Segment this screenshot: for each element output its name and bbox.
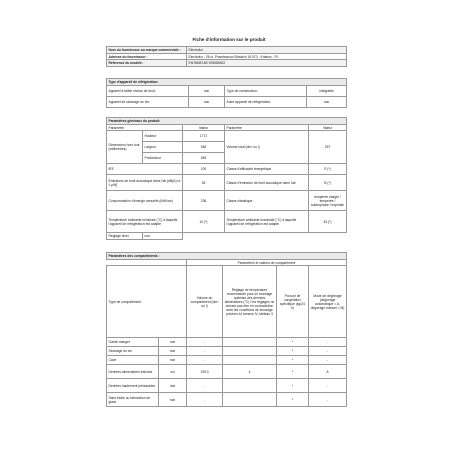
general-parameters-table: [106, 117, 347, 240]
parameter-label: Classe climatique :: [225, 191, 309, 211]
page-title: Fiche d'information sur le produit: [192, 37, 266, 42]
parameter-label: Classe d'émission de bruit acoustique dans l'air: [225, 175, 309, 191]
compartment-type: Denrées hautement périssables: [107, 379, 159, 393]
supplier-name-row: [107, 47, 347, 54]
compartment-defrost: A: [309, 365, 347, 379]
compartment-volume: -: [187, 393, 223, 407]
parameter-label: IEE: [107, 164, 183, 175]
type-label-1: Appareil à faible niveau de bruit:: [107, 85, 189, 96]
compartment-present: oui: [159, 365, 187, 379]
parameter-label: Température ambiante minimale (°C) à laquelle l'appareil de réfrigération est adapté: [107, 211, 183, 233]
type-section-heading-row: [107, 79, 347, 86]
parameter-value: 236: [183, 191, 225, 211]
parameter-value: 100: [183, 164, 225, 175]
supplier-address-row: [107, 53, 347, 60]
compartment-temperature: [223, 393, 277, 407]
parameter-value: 35: [183, 175, 225, 191]
dimension-value: 548: [183, 142, 225, 153]
dimensions-label: Dimensions hors tout (millimètres): [107, 131, 143, 164]
general-column-header-row: [107, 124, 347, 131]
parameter-row: [107, 175, 347, 191]
compartment-temperature: 4: [223, 365, 277, 379]
compartment-defrost: -: [309, 338, 347, 347]
compartments-group-header: Paramètres et valeurs de compartiment: [187, 259, 347, 266]
dimension-label: Profondeur: [143, 153, 183, 164]
model-row: [107, 60, 347, 67]
compartment-row: [107, 379, 347, 393]
model-label: Référence du modèle:: [107, 60, 187, 67]
compartment-temperature: [223, 338, 277, 347]
compartment-row: [107, 393, 347, 407]
supplier-address-value: Electrolux - 26 ul. Powstancow Slaskich 16 570 - Krakow - PL: [187, 53, 347, 60]
parameter-value: 10 (*): [183, 211, 225, 233]
volume-column-header: Volume du compartiment (dm³ ou l): [187, 266, 223, 338]
compartment-present: non: [159, 379, 187, 393]
compartments-column-header-row: [107, 266, 347, 338]
param-column-header: Paramètre: [225, 124, 309, 131]
compartment-parameters-table: [106, 252, 347, 407]
supplier-name-value: Electrolux: [187, 47, 347, 54]
model-value: ENT6ME18S 925585302: [187, 60, 347, 67]
parameter-label: Température ambiante maximale (°C) à laquelle l'appareil de réfrigération est adapté: [225, 211, 309, 233]
type-value-2: non: [307, 96, 347, 107]
compartment-type: Stockage du vin: [107, 347, 159, 356]
winter-setting-label: Réglage hiver: [107, 233, 143, 240]
type-row: [107, 96, 347, 107]
empty-cell: [183, 233, 347, 240]
compartment-type: Sans étoile ou fabrication de glace: [107, 393, 159, 407]
volume-label: Volume total (dm³ ou l): [225, 131, 309, 164]
dimension-value: 1772: [183, 131, 225, 142]
compartment-volume: -: [187, 338, 223, 347]
compartment-freezing: *: [277, 356, 309, 365]
supplier-address-label: Adresse du fournisseur :: [107, 53, 187, 60]
type-row: [107, 85, 347, 96]
type-label-2: Type de construction:: [225, 85, 307, 96]
compartment-defrost: -: [309, 393, 347, 407]
dimension-value: 549: [183, 153, 225, 164]
compartments-heading-row: [107, 253, 347, 260]
winter-setting-row: [107, 233, 347, 240]
parameter-value: E (*): [309, 164, 347, 175]
compartment-row: [107, 347, 347, 356]
parameter-row: [107, 191, 347, 211]
compartment-temperature: [223, 347, 277, 356]
compartment-temperature: [223, 379, 277, 393]
parameter-value: B (*): [309, 175, 347, 191]
compartment-row: [107, 365, 347, 379]
compartment-row: [107, 356, 347, 365]
winter-setting-value: non: [143, 233, 183, 240]
compartment-temperature: [223, 356, 277, 365]
compartment-freezing: *: [277, 379, 309, 393]
compartment-defrost: -: [309, 379, 347, 393]
type-value-1: non: [189, 96, 225, 107]
compartments-heading: Paramètres des compartiments :: [107, 253, 347, 260]
general-heading: Paramètres généraux du produit:: [107, 118, 347, 125]
type-label-2: Autre appareil de réfrigération:: [225, 96, 307, 107]
compartment-row: [107, 338, 347, 347]
compartment-freezing: *: [277, 393, 309, 407]
dimension-label: Hauteur: [143, 131, 183, 142]
defrost-column-header: Mode de dégivrage (dégivrage automatique = A, dégivrage manuel = M): [309, 266, 347, 338]
dimension-label: Largeur: [143, 142, 183, 153]
parameter-value: tempérée élargie / tempérée / subtropicale / tropicale: [309, 191, 347, 211]
compartment-volume: -: [187, 347, 223, 356]
compartment-volume: -: [187, 379, 223, 393]
empty-cell: [107, 259, 187, 266]
compartment-volume: -: [187, 356, 223, 365]
value-column-header: Valeur: [183, 124, 225, 131]
parameter-row: [107, 211, 347, 233]
general-heading-row: [107, 118, 347, 125]
appliance-type-table: [106, 78, 347, 108]
type-value-1: non: [189, 85, 225, 96]
compartment-defrost: -: [309, 356, 347, 365]
parameter-label: Classe d'efficacité énergétique: [225, 164, 309, 175]
parameter-row: [107, 164, 347, 175]
parameter-label: Consommation d'énergie annuelle (kWh/an): [107, 191, 183, 211]
parameter-label: Émissions de bruit acoustique dans l'air [dB(A) re 1 pW]: [107, 175, 183, 191]
compartment-defrost: -: [309, 347, 347, 356]
param-column-header: Paramètre: [107, 124, 183, 131]
compartment-freezing: *: [277, 338, 309, 347]
type-column-header: Type de compartiment: [107, 266, 187, 338]
parameter-value: 43 (*): [309, 211, 347, 233]
compartment-type: Garde-manger: [107, 338, 159, 347]
compartment-present: non: [159, 347, 187, 356]
supplier-name-label: Nom du fournisseur ou marque commerciale :: [107, 47, 187, 54]
compartment-present: non: [159, 338, 187, 347]
supplier-table: [106, 46, 347, 67]
compartment-freezing: *: [277, 365, 309, 379]
type-section-heading: Type d'appareil de réfrigération:: [107, 79, 347, 86]
compartments-group-header-row: [107, 259, 347, 266]
value-column-header: Valeur: [309, 124, 347, 131]
temperature-column-header: Réglage de température recommandé pour un stockage optimisé des denrées alimentaires (°C) Ces réglages ne doivent pas être en contradiction avec les conditions de stockage prévues à l'annexe IV, tableau 3: [223, 266, 277, 338]
compartment-type: Denrées alimentaires fraîches: [107, 365, 159, 379]
freezing-column-header: Pouvoir de congélation spécifique (kg/24 h): [277, 266, 309, 338]
compartment-present: non: [159, 356, 187, 365]
compartment-volume: 195,0: [187, 365, 223, 379]
volume-value: 257: [309, 131, 347, 164]
compartment-freezing: *: [277, 347, 309, 356]
type-value-2: intégrable: [307, 85, 347, 96]
type-label-1: Appareil de stockage du vin:: [107, 96, 189, 107]
dimension-row: [107, 131, 347, 142]
compartment-present: non: [159, 393, 187, 407]
compartment-type: Cave: [107, 356, 159, 365]
